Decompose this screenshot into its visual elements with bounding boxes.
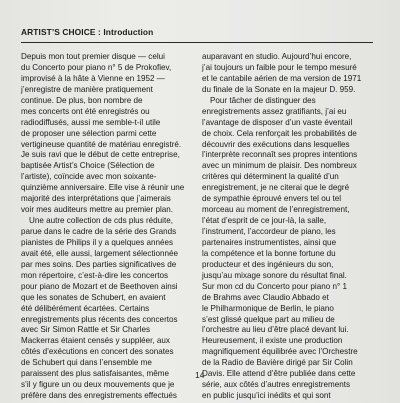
text-line: série, aux côtés d’autres enregistrements <box>202 380 351 390</box>
text-line: pour piano de Mozart et de Beethoven ainsi <box>21 281 178 291</box>
text-line: avec un minimum de plaisir. Des nombreux <box>202 161 357 171</box>
text-line: Davis. Elle attend d’être publiée dans cette <box>202 369 356 379</box>
text-line: critères qui déterminent la qualité d’un <box>202 172 339 182</box>
text-line: s’il y figure un ou deux mouvements que je <box>21 380 175 390</box>
text-line: de Schubert qui dans l’ensemble me <box>21 358 152 368</box>
text-line: pianistes de Philips il y a quelques années <box>21 237 174 247</box>
text-line: morceau au moment de l’enregistrement, <box>202 205 350 215</box>
text-line: l’orchestre au lieu d’être placé devant lui. <box>202 325 349 335</box>
text-line: quinzième anniversaire. Elle vise à réunir une <box>21 183 185 193</box>
text-line: parue dans le cadre de la série des Grands <box>21 227 177 236</box>
text-line: majorité des interprétations que j’aimerais <box>21 194 171 204</box>
text-line: mon répertoire, c’est-à-dire les concertos <box>21 270 169 280</box>
text-line: été délibérément écartées. Certains <box>21 303 150 313</box>
text-line: découvrir des exécutions dans lesquelles <box>202 139 350 149</box>
text-line: Une autre collection de cds plus réduite, <box>29 216 173 226</box>
text-line: en public jusqu’ici inédits et qui sont <box>202 391 331 401</box>
text-line: paraissent des plus satisfaisantes, même <box>21 369 170 379</box>
text-line: magnifiquement équilibrée avec l’Orchestre <box>202 347 358 357</box>
text-line: préfère dans des enregistrements effectués <box>21 391 177 401</box>
text-line: enregistrements plus récents des concertos <box>21 314 178 324</box>
text-line: du finale de la Sonate en la majeur D. 959. <box>202 84 356 94</box>
text-line: avait été, elle aussi, largement sélectionnée <box>21 248 179 258</box>
text-line: de la Radio de Bavière dirigé par Sir Colin <box>202 358 353 368</box>
text-line: Sur mon cd du Concerto pour piano n° 1 <box>202 281 347 291</box>
text-line: continue. De plus, bon nombre de <box>21 95 143 105</box>
page-number: 14 <box>195 370 205 380</box>
text-line: Mackerras étaient censés y suppléer, aux <box>21 336 170 346</box>
text-line: j’ai toujours un faible pour le tempo mesuré <box>202 62 357 72</box>
text-line: auparavant en studio. Aujourd’hui encore, <box>202 52 352 61</box>
text-line: mes concerts ont été enregistrés ou <box>21 106 150 116</box>
text-line: jusqu’au mixage sonore du résultat final. <box>202 270 347 280</box>
text-line: baptisée Artist’s Choice (Sélection de <box>21 161 155 171</box>
text-line: côtés d’exécutions en concert des sonates <box>21 347 174 357</box>
text-line: le Philharmonique de Berlin, le piano <box>202 303 334 313</box>
heading-rule <box>21 42 373 43</box>
heading-section: ARTIST’S CHOICE <box>21 27 96 37</box>
text-line: avec Sir Simon Rattle et Sir Charles <box>21 325 151 335</box>
text-line: de choix. Cela renforçait les probabilités de <box>202 128 357 138</box>
text-line: enregistrement, je ne citerai que le degré <box>202 183 350 193</box>
text-line: l’instrument, l’accordeur de piano, les <box>202 227 336 236</box>
text-line: enregistrements assez gratifiants, j’ai eu <box>202 106 347 116</box>
text-line: producteur et des ingénieurs du son, <box>202 259 334 269</box>
text-line: l’état d’esprit de ce jour-là, la salle, <box>202 216 327 226</box>
text-line: l’interprète reconnaît ses propres intentions <box>202 150 358 160</box>
text-line: de sympathie éprouvé envers tel ou tel <box>202 194 342 204</box>
text-line: l’artiste), coïncide avec mon soixante- <box>21 172 157 182</box>
text-line: que les sonates de Schubert, en avaient <box>21 292 166 302</box>
text-line: Heureusement, il existe une production <box>202 336 343 346</box>
heading-title: Introduction <box>103 27 154 37</box>
page-heading <box>21 27 153 37</box>
text-line: de Brahms avec Claudio Abbado et <box>202 292 329 302</box>
text-line: vertigineuse quantité de matériau enregistré. <box>21 139 182 149</box>
left-text-column <box>21 52 193 402</box>
text-line: du Concerto pour piano n° 5 de Prokofiev, <box>21 62 172 72</box>
text-line: voir mes auditeurs mettre au premier plan. <box>21 205 174 215</box>
text-line: de proposer une sélection parmi cette <box>21 128 157 138</box>
text-line: par mes soins. Des parties significatives de <box>21 259 177 269</box>
text-line: Je suis ravi que le début de cette entreprise, <box>21 150 180 160</box>
text-line: l’avantage de disposer d’un vaste éventail <box>202 117 353 127</box>
right-text-column <box>202 52 374 402</box>
text-line: s’est glissé quelque part au milieu de <box>202 314 335 324</box>
text-line: Pour tâcher de distinguer des <box>210 95 316 105</box>
text-line: et le cantabile aérien de ma version de 1971 <box>202 73 362 83</box>
text-line: radiodiffusés, aussi me semble-t-il utile <box>21 117 161 127</box>
heading-separator: : <box>95 27 104 37</box>
text-line: partenaires instrumentistes, ainsi que <box>202 237 337 247</box>
text-line: j’enregistre de manière pratiquement <box>21 84 153 94</box>
text-line: improvisé à la hâte à Vienne en 1952 — <box>21 73 165 83</box>
text-line: Depuis mon tout premier disque — celui <box>21 52 165 61</box>
text-line: la compétence et la bonne fortune du <box>202 248 336 258</box>
